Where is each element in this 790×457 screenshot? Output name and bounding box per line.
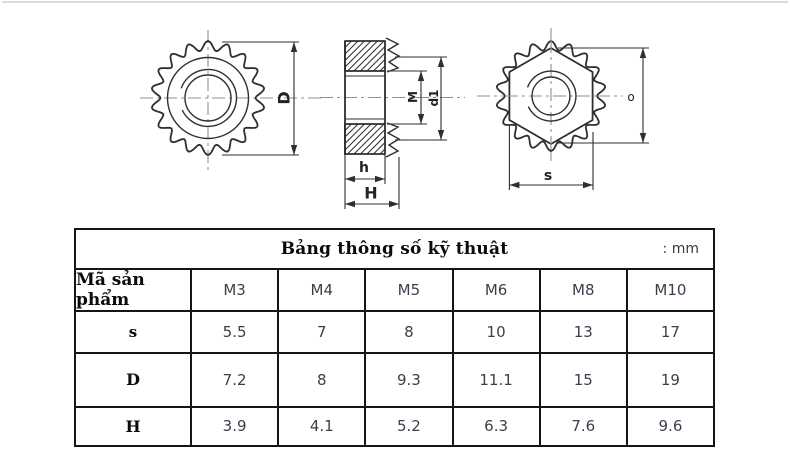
row-label-H: H [125,416,141,436]
dim-label-H: H [364,183,378,203]
value-D-m3: 7.2 [190,354,277,406]
value-s-m6: 10 [452,312,539,352]
table-header-row [76,268,713,310]
table-row-s [76,310,713,352]
value-D-m10: 19 [626,354,713,406]
value-s-m4: 7 [277,312,364,352]
table-title: Bảng thông số kỹ thuật [280,238,509,259]
value-s-m8: 13 [539,312,626,352]
value-H-m8: 7.6 [539,408,626,446]
value-D-m4: 8 [277,354,364,406]
col-header-m5: M5 [364,270,451,310]
table-row-H [76,406,713,446]
value-D-m5: 9.3 [364,354,451,406]
value-H-m3: 3.9 [190,408,277,446]
value-s-m5: 8 [364,312,451,352]
section-view [315,38,465,209]
value-D-m6: 11.1 [452,354,539,406]
value-H-m10: 9.6 [626,408,713,446]
dim-label-d1: d1 [427,89,441,107]
col-header-m8: M8 [539,270,626,310]
spec-table [74,228,715,447]
side-view [477,28,649,190]
dim-label-o: o [627,90,635,104]
col-header-m6: M6 [452,270,539,310]
dim-label-h: h [359,160,369,176]
row-label-D: D [126,370,140,389]
value-s-m3: 5.5 [190,312,277,352]
technical-drawing [0,0,790,226]
drawing-canvas [0,0,790,226]
row-label-s: s [128,322,138,341]
value-D-m8: 15 [539,354,626,406]
front-view [140,30,323,172]
table-row-D [76,352,713,406]
col-header-m10: M10 [626,270,713,310]
dim-label-s: s [543,168,553,184]
row-header-cell: Mã sản phẩm [76,269,145,310]
dim-label-M: M [406,91,420,103]
col-header-m4: M4 [277,270,364,310]
col-header-m3: M3 [190,270,277,310]
table-unit-label: : mm [662,240,699,257]
value-s-m10: 17 [626,312,713,352]
value-H-m6: 6.3 [452,408,539,446]
dim-label-D: D [274,91,294,105]
table-title-row [76,230,713,268]
value-H-m4: 4.1 [277,408,364,446]
value-H-m5: 5.2 [364,408,451,446]
